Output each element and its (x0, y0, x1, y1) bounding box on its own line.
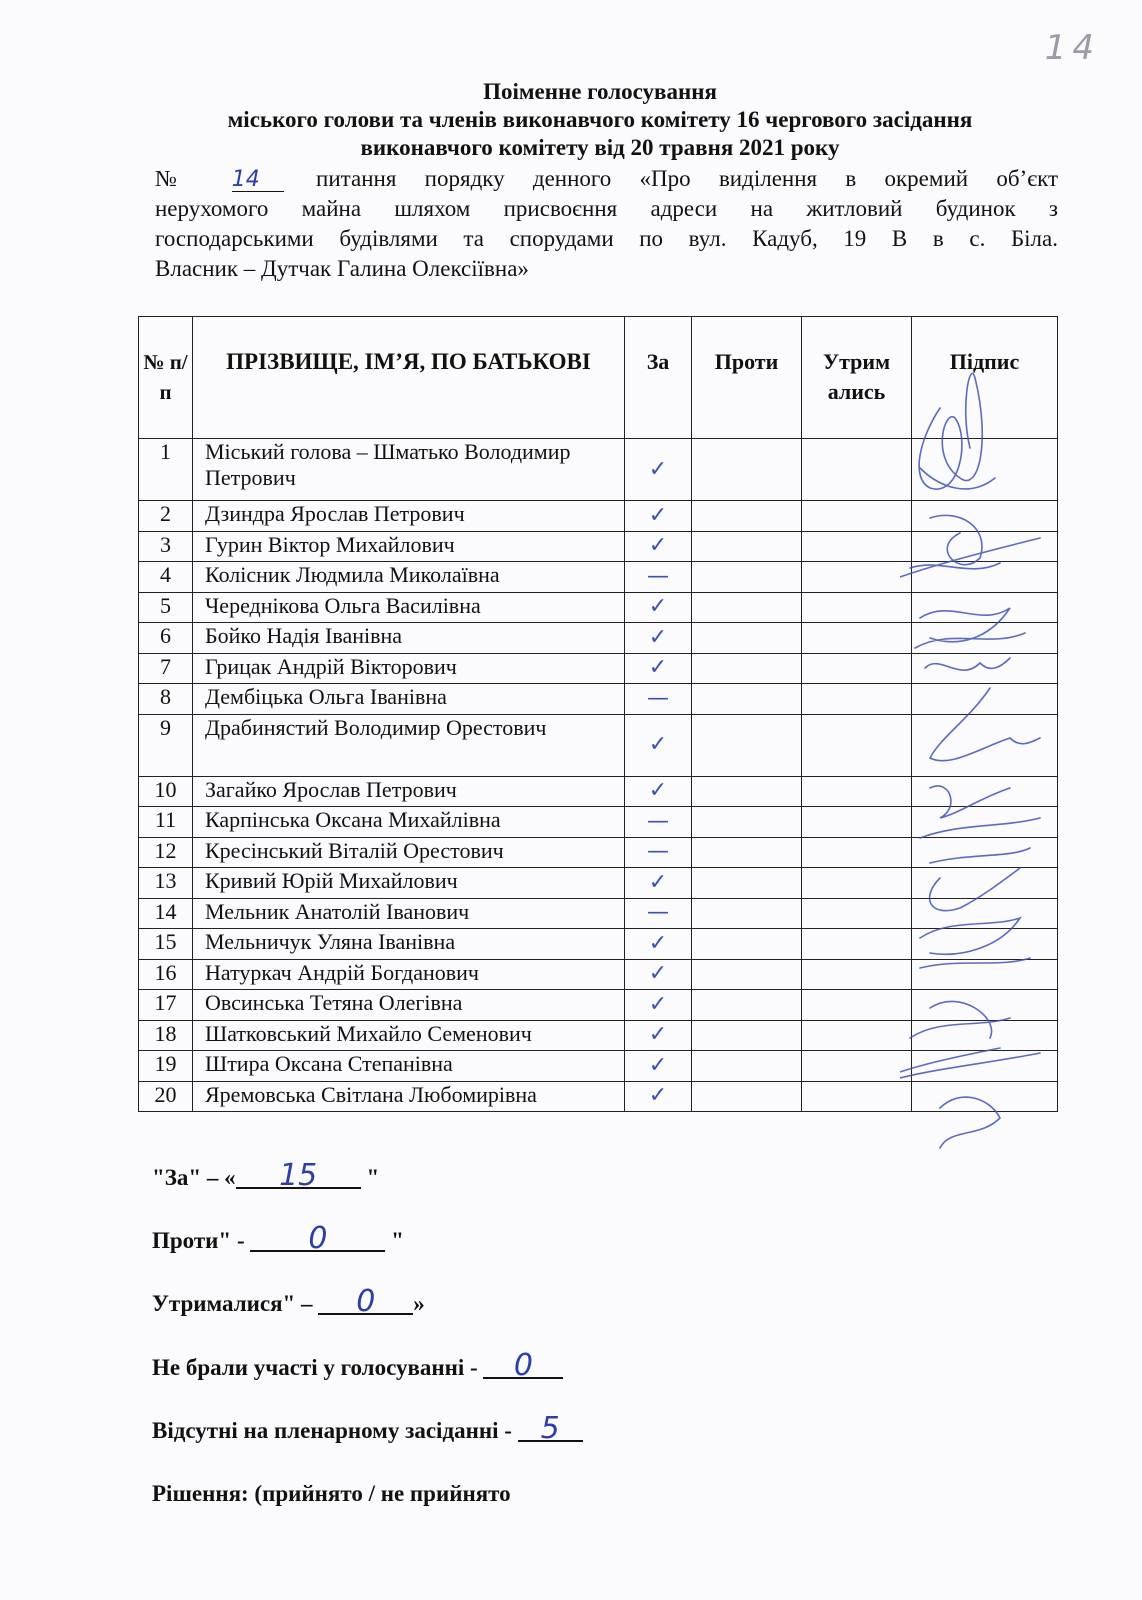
row-num: 1 (139, 439, 193, 501)
row-num: 4 (139, 562, 193, 593)
row-za-mark: ✓ (625, 959, 692, 990)
summary-proty-value: 0 (250, 1228, 385, 1252)
row-utrym (802, 1051, 912, 1082)
row-proty (692, 592, 802, 623)
header-num: № п/п (139, 317, 193, 439)
row-num: 13 (139, 868, 193, 899)
row-utrym (802, 592, 912, 623)
row-za-mark: — (625, 807, 692, 838)
row-num: 15 (139, 929, 193, 960)
row-proty (692, 929, 802, 960)
row-num: 16 (139, 959, 193, 990)
row-proty (692, 501, 802, 532)
row-num: 5 (139, 592, 193, 623)
row-utrym (802, 714, 912, 776)
row-za-mark: — (625, 837, 692, 868)
row-num: 6 (139, 623, 193, 654)
heading-line-1: Поіменне голосування (483, 79, 717, 104)
row-utrym (802, 684, 912, 715)
row-name: Колісник Людмила Миколаївна (193, 562, 625, 593)
row-za-mark: ✓ (625, 1051, 692, 1082)
row-name: Кривий Юрій Михайлович (193, 868, 625, 899)
header-proty: Проти (692, 317, 802, 439)
row-za-mark: — (625, 898, 692, 929)
agenda-line-1-text: питання порядку денного «Про виділення в окремий об’єкт (316, 166, 1058, 191)
row-za-mark: ✓ (625, 929, 692, 960)
row-utrym (802, 1081, 912, 1112)
summary-vidsutni-label: Відсутні на пленарному засіданні - (152, 1418, 518, 1443)
row-za-mark: ✓ (625, 623, 692, 654)
row-name: Натуркач Андрій Богданович (193, 959, 625, 990)
row-name: Мельничук Уляна Іванівна (193, 929, 625, 960)
row-name: Бойко Надія Іванівна (193, 623, 625, 654)
row-utrym (802, 623, 912, 654)
summary-utrym-end: » (413, 1291, 425, 1316)
summary-utrym-value: 0 (318, 1291, 413, 1315)
summary-proty-label: Проти" - (152, 1228, 251, 1253)
row-name: Драбинястий Володимир Орестович (193, 714, 625, 776)
row-za-mark: ✓ (625, 776, 692, 807)
summary-za-label: "За" – « (152, 1165, 236, 1190)
row-proty (692, 439, 802, 501)
row-utrym (802, 439, 912, 501)
row-proty (692, 868, 802, 899)
row-proty (692, 1051, 802, 1082)
row-name: Овсинська Тетяна Олегівна (193, 990, 625, 1021)
row-proty (692, 837, 802, 868)
summary-utrym-label: Утрималися" – (152, 1291, 319, 1316)
row-num: 8 (139, 684, 193, 715)
row-name: Яремовська Світлана Любомирівна (193, 1081, 625, 1112)
row-name: Шатковський Михайло Семенович (193, 1020, 625, 1051)
row-za-mark: ✓ (625, 653, 692, 684)
row-utrym (802, 531, 912, 562)
agenda-line-4: Власник – Дутчак Галина Олексіївна» (155, 256, 529, 281)
row-name: Дембіцька Ольга Іванівна (193, 684, 625, 715)
row-name: Міський голова – Шматько Володимир Петрович (193, 439, 625, 501)
summary-ne-braly-label: Не брали участі у голосуванні - (152, 1355, 484, 1380)
row-num: 9 (139, 714, 193, 776)
summary-ne-braly-value: 0 (483, 1355, 563, 1379)
row-proty (692, 531, 802, 562)
row-name: Гурин Віктор Михайлович (193, 531, 625, 562)
row-name: Череднікова Ольга Василівна (193, 592, 625, 623)
row-proty (692, 898, 802, 929)
row-proty (692, 684, 802, 715)
summary-proty-end: " (385, 1228, 404, 1253)
row-proty (692, 714, 802, 776)
row-za-mark: ✓ (625, 868, 692, 899)
row-num: 10 (139, 776, 193, 807)
row-za-mark: ✓ (625, 592, 692, 623)
row-proty (692, 562, 802, 593)
row-num: 2 (139, 501, 193, 532)
row-name: Карпінська Оксана Михайлівна (193, 807, 625, 838)
row-utrym (802, 562, 912, 593)
row-za-mark: ✓ (625, 1020, 692, 1051)
header-pidpys: Підпис (912, 317, 1058, 439)
row-name: Грицак Андрій Вікторович (193, 653, 625, 684)
agenda-item (155, 164, 1058, 284)
summary-vidsutni (152, 1411, 583, 1446)
agenda-line-2: нерухомого майна шляхом присвоєння адреси на житловий будинок з (155, 196, 1058, 221)
document-heading (150, 78, 1050, 162)
row-num: 3 (139, 531, 193, 562)
row-za-mark: — (625, 562, 692, 593)
row-utrym (802, 898, 912, 929)
row-num: 17 (139, 990, 193, 1021)
summary-proty (152, 1221, 404, 1256)
row-name: Загайко Ярослав Петрович (193, 776, 625, 807)
row-num: 12 (139, 837, 193, 868)
row-name: Дзиндра Ярослав Петрович (193, 501, 625, 532)
row-proty (692, 1020, 802, 1051)
page-number: 14 (1044, 28, 1100, 68)
row-proty (692, 653, 802, 684)
row-num: 18 (139, 1020, 193, 1051)
row-num: 20 (139, 1081, 193, 1112)
summary-rishennia: Рішення: (прийнято / не прийнято (152, 1481, 511, 1506)
row-proty (692, 1081, 802, 1112)
row-za-mark: ✓ (625, 531, 692, 562)
row-proty (692, 776, 802, 807)
summary-za-value: 15 (236, 1165, 361, 1189)
row-utrym (802, 990, 912, 1021)
row-utrym (802, 1020, 912, 1051)
row-num: 7 (139, 653, 193, 684)
row-utrym (802, 837, 912, 868)
row-name: Кресінський Віталій Орестович (193, 837, 625, 868)
agenda-line-3: господарськими будівлями та спорудами по вул. Кадуб, 19 В в с. Біла. (155, 226, 1058, 251)
agenda-number-handwritten: 14 (232, 169, 284, 192)
row-name: Мельник Анатолій Іванович (193, 898, 625, 929)
row-za-mark: ✓ (625, 501, 692, 532)
number-sign: № (155, 166, 200, 191)
row-num: 14 (139, 898, 193, 929)
row-utrym (802, 868, 912, 899)
heading-line-2: міського голови та членів виконавчого комітету 16 чергового засідання (227, 107, 973, 132)
heading-line-3: виконавчого комітету від 20 травня 2021 року (360, 135, 840, 160)
row-za-mark: ✓ (625, 714, 692, 776)
row-proty (692, 990, 802, 1021)
row-utrym (802, 807, 912, 838)
header-utrym: Утрим ались (802, 317, 912, 439)
row-utrym (802, 653, 912, 684)
row-utrym (802, 929, 912, 960)
row-za-mark: ✓ (625, 990, 692, 1021)
summary-ne-braly (152, 1348, 563, 1383)
row-num: 19 (139, 1051, 193, 1082)
row-za-mark: ✓ (625, 1081, 692, 1112)
summary-za (152, 1158, 380, 1193)
row-utrym (802, 501, 912, 532)
signatures-drawing (900, 318, 1050, 1158)
summary-vidsutni-value: 5 (518, 1418, 583, 1442)
row-proty (692, 959, 802, 990)
row-name: Штира Оксана Степанівна (193, 1051, 625, 1082)
row-utrym (802, 959, 912, 990)
row-proty (692, 623, 802, 654)
header-name: ПРІЗВИЩЕ, ІМ’Я, ПО БАТЬКОВІ (193, 317, 625, 439)
agenda-line-1 (155, 164, 1058, 194)
row-za-mark: — (625, 684, 692, 715)
summary-utrym (152, 1284, 425, 1319)
row-za-mark: ✓ (625, 439, 692, 501)
header-za: За (625, 317, 692, 439)
row-num: 11 (139, 807, 193, 838)
row-proty (692, 807, 802, 838)
row-utrym (802, 776, 912, 807)
summary-za-end: " (360, 1165, 380, 1190)
